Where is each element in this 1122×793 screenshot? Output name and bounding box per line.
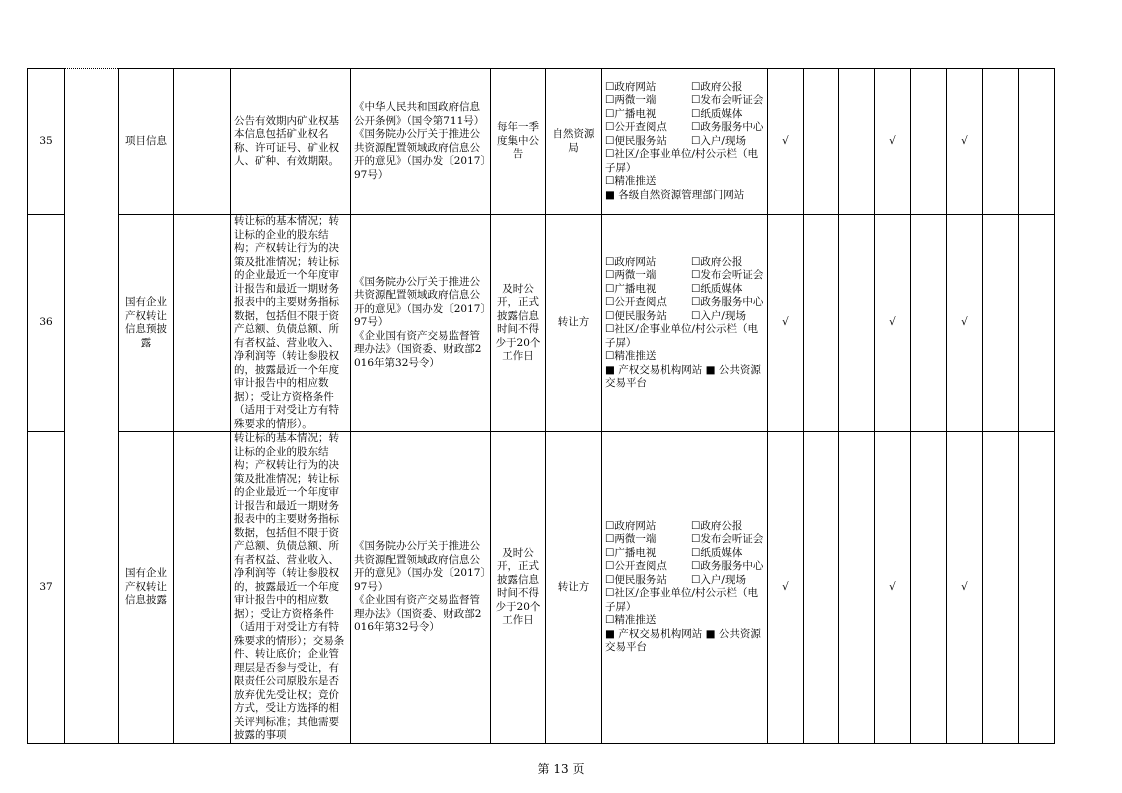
channel-option: ☐政务服务中心 — [691, 296, 764, 308]
check-mark: √ — [768, 215, 804, 432]
channels-cell — [602, 215, 768, 432]
channel-option: ☐公开查阅点 — [605, 296, 667, 308]
basis-cell — [351, 215, 491, 432]
table-row — [28, 215, 1055, 432]
basis-cell — [351, 432, 491, 744]
basis-text: 《中华人民共和国政府信息公开条例》（国令第711号） — [354, 101, 485, 127]
check-mark: √ — [947, 69, 983, 215]
check-mark — [983, 432, 1019, 744]
channel-option: ☐便民服务站 — [605, 573, 667, 586]
channel-option: ☐政务服务中心 — [691, 121, 764, 134]
row-number: 35 — [28, 69, 65, 215]
channel-option: ☐入户/现场 — [691, 573, 746, 586]
channels-cell — [602, 69, 768, 215]
time-limit: 及时公开，正式披露信息时间不得少于20个工作日 — [491, 215, 546, 432]
subject-cell: 转让方 — [546, 432, 602, 744]
channel-option: ■ 各级自然资源管理部门网站 — [605, 188, 745, 201]
item-name: 国有企业产权转让信息披露 — [119, 432, 174, 744]
channel-option: ☐纸质媒体 — [691, 282, 743, 295]
basis-text: 《国务院办公厅关于推进公共资源配置领域政府信息公开的意见》（国办发〔2017〕97号） — [354, 275, 486, 329]
channel-option: ☐两微一端 — [605, 533, 657, 546]
check-mark — [1019, 69, 1055, 215]
check-mark — [911, 69, 947, 215]
channel-option: ☐两微一端 — [605, 94, 657, 107]
check-mark: √ — [768, 69, 804, 215]
content-cell — [231, 215, 351, 432]
basis-cell — [351, 69, 491, 215]
channel-option: ☐入户/现场 — [691, 309, 746, 322]
check-mark — [983, 69, 1019, 215]
channel-option: ☐社区/企事业单位/村公示栏（电子屏） — [605, 148, 758, 174]
check-mark: √ — [768, 432, 804, 744]
channel-option: ☐便民服务站 — [605, 134, 667, 147]
check-mark: √ — [875, 432, 911, 744]
check-mark — [804, 432, 839, 744]
content-cell — [231, 69, 351, 215]
item-name: 项目信息 — [119, 69, 174, 215]
check-mark — [983, 215, 1019, 432]
check-mark — [911, 215, 947, 432]
check-mark — [804, 69, 839, 215]
channel-option: ■ 产权交易机构网站 ■ 公共资源交易平台 — [605, 363, 761, 389]
channel-option: ☐政府公报 — [691, 80, 743, 93]
check-mark — [804, 215, 839, 432]
content-text: 转让标的基本情况；转让标的企业的股东结构；产权转让行为的决策及批准情况；转让标的企业最近一个年度审计报告和最近一期财务报表中的主要财务指标数据，包括但不限于资产总额、负债总额、所有者权益、营业收入、净利润等（转让参股权的，披露最近一个年度审计报告中的相应数据）；受让方资格条件（适用于对受让方有特殊要求的情形）。 — [234, 215, 339, 430]
subject-cell: 转让方 — [546, 215, 602, 432]
channel-option: ☐便民服务站 — [605, 309, 667, 322]
check-mark: √ — [875, 69, 911, 215]
check-mark — [911, 432, 947, 744]
channel-option: ☐政府公报 — [691, 519, 743, 532]
channel-option: ☐政府网站 — [605, 519, 657, 532]
sub-item — [174, 69, 231, 215]
channel-option: ☐精准推送 — [605, 175, 657, 188]
channel-option: ☐广播电视 — [605, 107, 657, 120]
channel-option: ☐发布会听证会 — [691, 269, 764, 281]
channel-option: ☐纸质媒体 — [691, 107, 743, 120]
check-mark — [1019, 432, 1055, 744]
channel-option: ■ 产权交易机构网站 ■ 公共资源交易平台 — [605, 627, 761, 654]
basis-text: 《企业国有资产交易监督管理办法》（国资委、财政部2016年第32号令） — [354, 329, 482, 369]
channel-option: ☐广播电视 — [605, 546, 657, 559]
channel-option: ☐政务服务中心 — [691, 560, 764, 573]
time-limit: 每年一季度集中公告 — [491, 69, 546, 215]
category-cell — [65, 69, 119, 744]
check-mark: √ — [947, 432, 983, 744]
time-limit: 及时公开，正式披露信息时间不得少于20个工作日 — [491, 432, 546, 744]
subject-cell: 自然资源局 — [546, 69, 602, 215]
check-mark — [839, 215, 875, 432]
table-row — [28, 432, 1055, 744]
basis-text: 《国务院办公厅关于推进公共资源配置领域政府信息公开的意见》（国办发〔2017〕97号） — [354, 540, 486, 593]
channel-option: ☐纸质媒体 — [691, 546, 743, 559]
channel-option: ☐发布会听证会 — [691, 533, 764, 546]
channel-option: ☐入户/现场 — [691, 134, 746, 147]
check-mark: √ — [947, 215, 983, 432]
table-row — [28, 69, 1055, 215]
row-number: 37 — [28, 432, 65, 744]
channel-option: ☐政府公报 — [691, 255, 743, 268]
channel-option: ☐精准推送 — [605, 350, 657, 362]
channels-cell — [602, 432, 768, 744]
row-number: 36 — [28, 215, 65, 432]
check-mark — [839, 432, 875, 744]
channel-option: ☐精准推送 — [605, 614, 657, 627]
channel-option: ☐发布会听证会 — [691, 94, 764, 107]
channel-option: ☐广播电视 — [605, 282, 657, 295]
disclosure-table — [27, 68, 1055, 744]
check-mark — [1019, 215, 1055, 432]
channel-option: ☐两微一端 — [605, 269, 657, 281]
content-text: 转让标的基本情况；转让标的企业的股东结构；产权转让行为的决策及批准情况；转让标的企业最近一个年度审计报告和最近一期财务报表中的主要财务指标数据，包括但不限于资产总额、负债总额、所有者权益、营业收入、净利润等（转让参股权的，披露最近一个年度审计报告中的相应数据）；受让方资格条件（适用于对受让方有特殊要求的情形）；交易条件、转让底价；企业管理层是否参与受让，有限责任公司原股东是否放弃优先受让权；竞价方式，受让方选择的相关评判标准；其他需要披露的事项 — [234, 432, 345, 741]
check-mark — [839, 69, 875, 215]
channel-option: ☐政府网站 — [605, 255, 657, 268]
channel-option: ☐政府网站 — [605, 80, 657, 93]
channel-option: ☐社区/企事业单位/村公示栏（电子屏） — [605, 323, 758, 349]
sub-item — [174, 215, 231, 432]
channel-option: ☐社区/企事业单位/村公示栏（电子屏） — [605, 587, 758, 613]
check-mark: √ — [875, 215, 911, 432]
content-text: 公告有效期内矿业权基本信息包括矿业权名称、许可证号、矿业权人、矿种、有效期限。 — [234, 114, 339, 167]
sub-item — [174, 432, 231, 744]
content-cell — [231, 432, 351, 744]
basis-text: 《国务院办公厅关于推进公共资源配置领域政府信息公开的意见》（国办发〔2017〕97号） — [354, 128, 486, 181]
channel-option: ☐公开查阅点 — [605, 560, 667, 573]
item-name: 国有企业产权转让信息预披露 — [119, 215, 174, 432]
page-number: 第 13 页 — [537, 762, 585, 776]
basis-text: 《企业国有资产交易监督管理办法》（国资委、财政部2016年第32号令） — [354, 594, 482, 633]
channel-option: ☐公开查阅点 — [605, 121, 667, 134]
